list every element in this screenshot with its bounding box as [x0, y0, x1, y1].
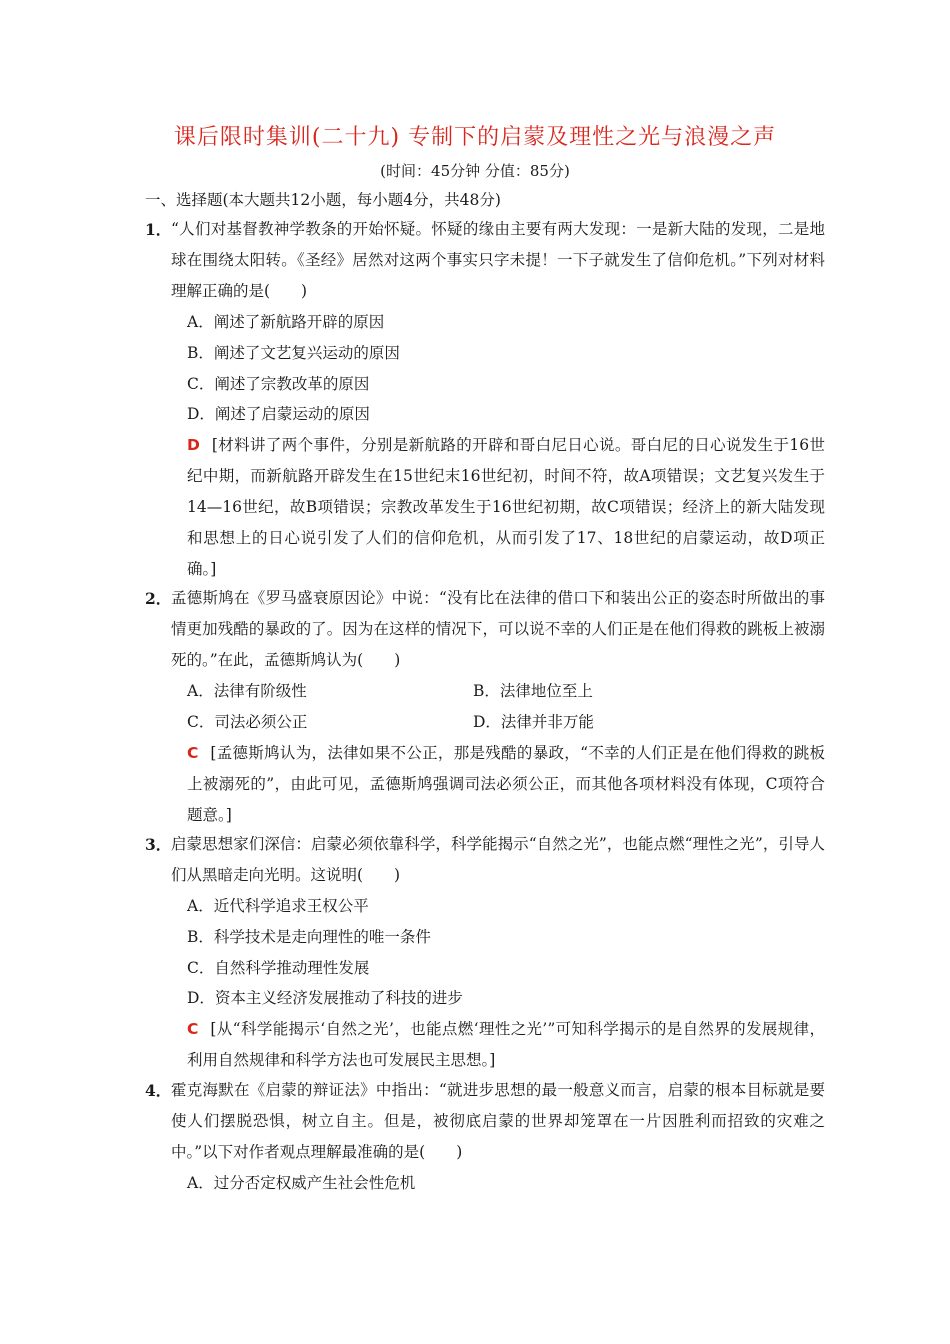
- option-a: A．法律有阶级性: [187, 682, 307, 700]
- answer-explanation: [145, 1014, 825, 1076]
- section-heading: 一、选择题(本大题共12小题，每小题4分，共48分): [145, 191, 501, 209]
- question-stem: “人们对基督教神学教条的开始怀疑。怀疑的缘由主要有两大发现：一是新大陆的发现，二是地球在围绕太阳转。《圣经》居然对这两个事实只字未提！一下子就发生了信仰危机。”下列对材料理解正确的是( ): [171, 220, 825, 300]
- option-a: A．过分否定权威产生社会性危机: [187, 1174, 416, 1192]
- option-c: C．自然科学推动理性发展: [187, 958, 370, 977]
- answer-explanation: [145, 738, 825, 831]
- explanation-text: [从“科学能揭示‘自然之光’，也能点燃‘理性之光’”可知科学揭示的是自然界的发展规律，利用自然规律和科学方法也可发展民主思想。]: [187, 1020, 825, 1070]
- question-1: [145, 214, 825, 585]
- question-number: 4．: [145, 1081, 172, 1100]
- question-stem: 启蒙思想家们深信：启蒙必须依靠科学，科学能揭示“自然之光”，也能点燃“理性之光”，引导人们从黑暗走向光明。这说明( ): [171, 835, 825, 884]
- question-3: [145, 829, 825, 1076]
- exam-meta: (时间：45分钟 分值：85分): [380, 162, 570, 180]
- answer-explanation: [145, 430, 825, 585]
- option-b: B．阐述了文艺复兴运动的原因: [187, 343, 400, 362]
- explanation-text: [孟德斯鸠认为，法律如果不公正，那是残酷的暴政，“不幸的人们正是在他们得救的跳板上被溺死的”，由此可见，孟德斯鸠强调司法必须公正，而其他各项材料没有体现，C项符合题意。]: [187, 743, 825, 824]
- explanation-text: [材料讲了两个事件，分别是新航路的开辟和哥白尼日心说。哥白尼的日心说发生于16世纪中期，而新航路开辟发生在15世纪末16世纪初，时间不符，故A项错误；文艺复兴发生于14—16世纪，故B项错误；宗教改革发生于16世纪初期，故C项错误；经济上的新大陆发现和思想上的日心说引发了人们的信仰危机，从而引发了17、18世纪的启蒙运动，故D项正确。]: [187, 436, 825, 579]
- option-d: D．阐述了启蒙运动的原因: [187, 405, 370, 424]
- option-b: B．法律地位至上: [473, 682, 593, 700]
- question-stem: 孟德斯鸠在《罗马盛衰原因论》中说：“没有比在法律的借口下和装出公正的姿态时所做出的事情更加残酷的暴政的了。因为在这样的情况下，可以说不幸的人们正是在他们得救的跳板上被溺死的。”在此，孟德斯鸠认为( ): [171, 589, 825, 669]
- question-4: [145, 1075, 825, 1199]
- option-a: A．近代科学追求王权公平: [187, 897, 369, 915]
- option-c: C．阐述了宗教改革的原因: [187, 374, 370, 393]
- answer-letter: C: [187, 743, 199, 762]
- question-2: [145, 583, 825, 831]
- answer-letter: C: [187, 1020, 199, 1039]
- option-c: C．司法必须公正: [187, 712, 308, 731]
- answer-letter: D: [187, 436, 200, 455]
- question-number: 2．: [145, 589, 172, 608]
- option-d: D．资本主义经济发展推动了科技的进步: [187, 989, 463, 1008]
- option-a: A．阐述了新航路开辟的原因: [187, 313, 385, 331]
- question-number: 3．: [145, 835, 172, 854]
- option-d: D．法律并非万能: [473, 712, 594, 731]
- option-b: B．科学技术是走向理性的唯一条件: [187, 927, 431, 946]
- question-stem: 霍克海默在《启蒙的辩证法》中指出：“就进步思想的最一般意义而言，启蒙的根本目标就是要使人们摆脱恐惧，树立自主。但是，被彻底启蒙的世界却笼罩在一片因胜利而招致的灾难之中。”以下对作者观点理解最准确的是( ): [171, 1081, 825, 1161]
- question-number: 1．: [145, 220, 172, 239]
- page-title: 课后限时集训(二十九) 专制下的启蒙及理性之光与浪漫之声: [173, 125, 777, 150]
